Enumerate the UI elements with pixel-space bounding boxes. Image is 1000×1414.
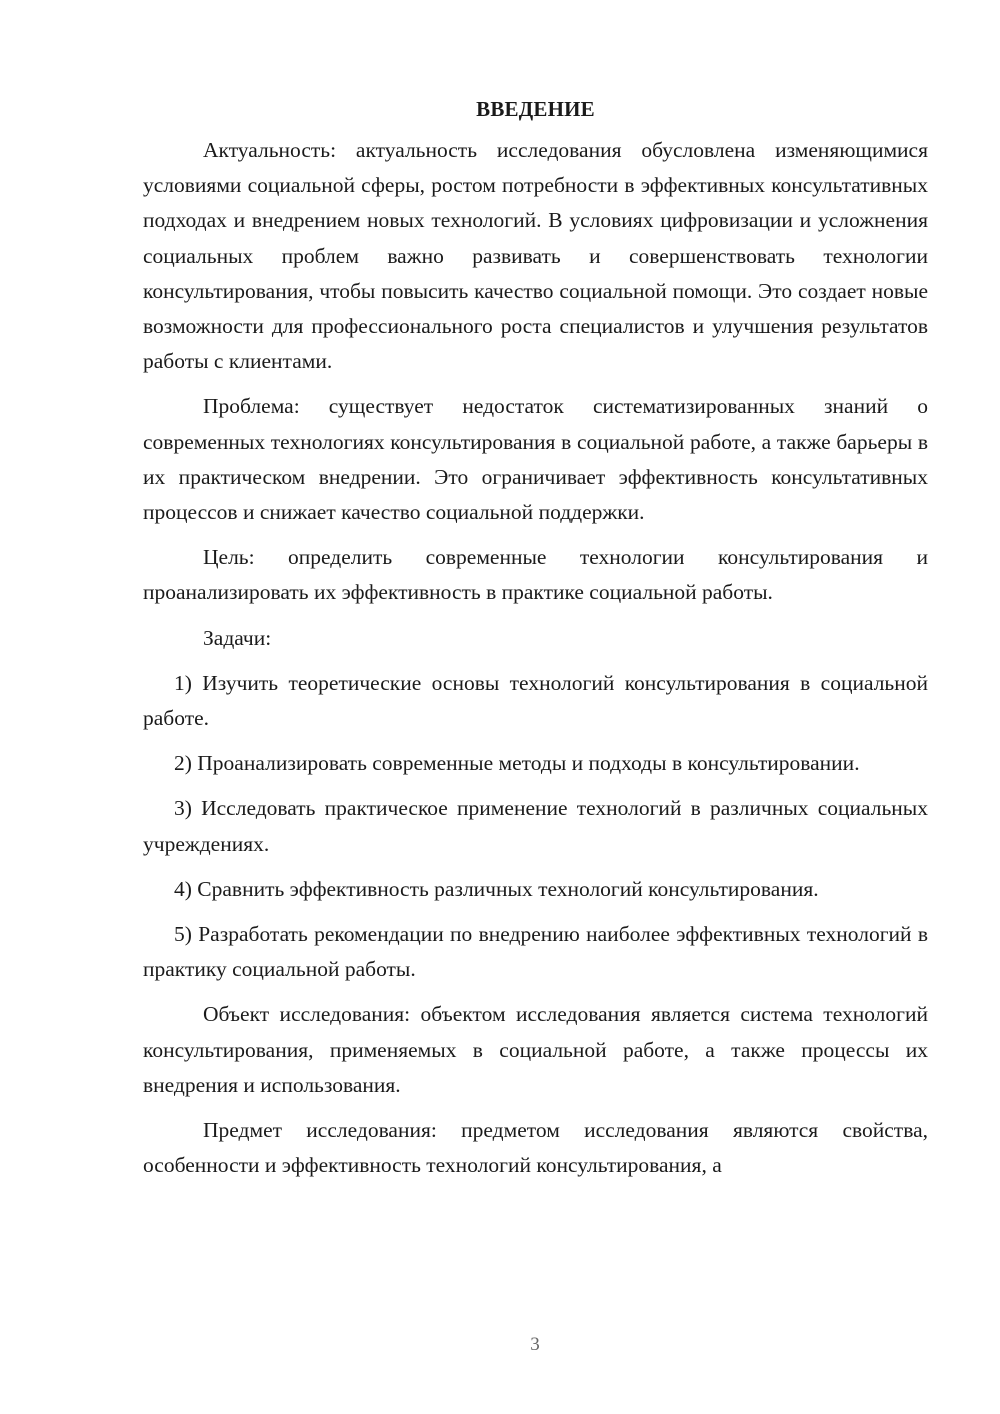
paragraph-goal: Цель: определить современные технологии консультирования и проанализировать их эффективность в практике социальной работы.	[143, 545, 928, 605]
task-item-2: 2) Проанализировать современные методы и подходы в консультировании.	[174, 751, 860, 776]
task-item-5: 5) Разработать рекомендации по внедрению наиболее эффективных технологий в практику социальной работы.	[143, 922, 928, 982]
task-item-3: 3) Исследовать практическое применение технологий в различных социальных учреждениях.	[143, 796, 928, 856]
page-content	[143, 92, 928, 1183]
tasks-heading: Задачи:	[203, 625, 272, 650]
paragraph-object: Объект исследования: объектом исследования является система технологий консультирования, применяемых в социальной работе, а также процессы их внедрения и использования.	[143, 1002, 928, 1097]
paragraph-problem: Проблема: существует недостаток систематизированных знаний о современных технологиях консультирования в социальной работе, а также барьеры в их практическом внедрении. Это ограничивает эффективность консультативных процессов и снижает качество социальной поддержки.	[143, 394, 928, 525]
page-number: 3	[530, 1334, 540, 1355]
task-item-1: 1) Изучить теоретические основы технологий консультирования в социальной работе.	[143, 670, 928, 731]
task-item-4: 4) Сравнить эффективность различных технологий консультирования.	[174, 876, 819, 901]
paragraph-subject: Предмет исследования: предметом исследования являются свойства, особенности и эффективность технологий консультирования, а	[143, 1118, 928, 1178]
paragraph-relevance: Актуальность: актуальность исследования обусловлена изменяющимися условиями социальной сферы, ростом потребности в эффективных консультативных подходах и внедрением новых технологий. В условиях цифровизации и усложнения социальных проблем важно развивать и совершенствовать технологии консультирования, чтобы повысить качество социальной помощи. Это создает новые возможности для профессионального роста специалистов и улучшения результатов работы с клиентами.	[143, 138, 928, 374]
section-title: ВВЕДЕНИЕ	[476, 97, 595, 121]
